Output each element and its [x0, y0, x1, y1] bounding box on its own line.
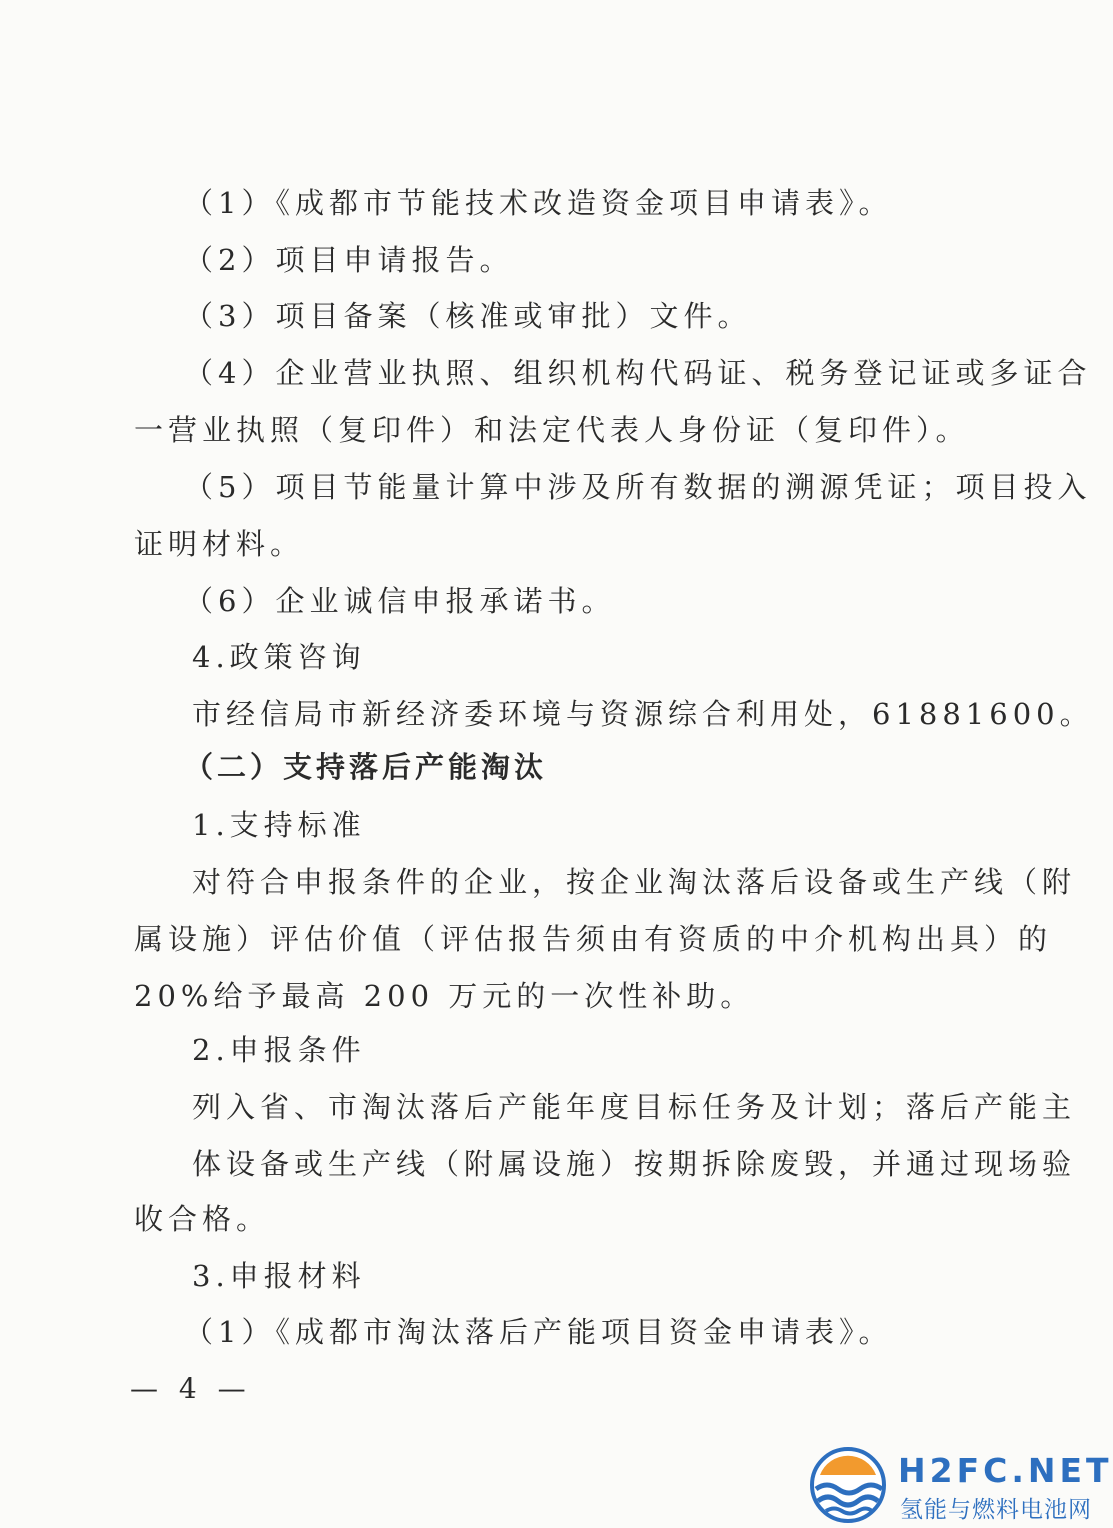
page-number: — 4 —	[130, 1372, 252, 1405]
section-heading: 3.申报材料	[192, 1259, 366, 1293]
paragraph-line: 属设施）评估价值（评估报告须由有资质的中介机构出具）的	[134, 922, 1053, 956]
paragraph-line: 收合格。	[134, 1202, 271, 1236]
paragraph-line: （1）《成都市淘汰落后产能项目资金申请表》。	[184, 1315, 893, 1349]
h2fc-logo-icon	[806, 1445, 890, 1525]
site-watermark	[806, 1445, 1113, 1525]
paragraph-line: 对符合申报条件的企业，按企业淘汰落后设备或生产线（附	[192, 865, 1077, 899]
paragraph-line: （6）企业诚信申报承诺书。	[184, 584, 616, 618]
section-heading: 2.申报条件	[192, 1033, 366, 1067]
paragraph-line: （1）《成都市节能技术改造资金项目申请表》。	[184, 186, 893, 220]
paragraph-line: 一营业执照（复印件）和法定代表人身份证（复印件）。	[134, 413, 970, 447]
watermark-subtitle: 氢能与燃料电池网	[900, 1497, 1092, 1523]
paragraph-line: 市经信局市新经济委环境与资源综合利用处，61881600。	[192, 697, 1094, 731]
watermark-title: H2FC.NET	[898, 1451, 1113, 1490]
paragraph-line: （3）项目备案（核准或审批）文件。	[184, 299, 752, 333]
paragraph-line: （5）项目节能量计算中涉及所有数据的溯源凭证；项目投入	[184, 470, 1092, 504]
paragraph-line: （2）项目申请报告。	[184, 243, 514, 277]
chapter-heading: （二）支持落后产能淘汰	[184, 750, 548, 784]
paragraph-line: 证明材料。	[134, 527, 305, 561]
section-heading: 1.支持标准	[192, 808, 366, 842]
section-heading: 4.政策咨询	[192, 640, 366, 674]
paragraph-line: 体设备或生产线（附属设施）按期拆除废毁，并通过现场验	[192, 1147, 1077, 1181]
paragraph-line: 20%给予最高 200 万元的一次性补助。	[134, 979, 755, 1013]
paragraph-line: （4）企业营业执照、组织机构代码证、税务登记证或多证合	[184, 356, 1092, 390]
paragraph-line: 列入省、市淘汰落后产能年度目标任务及计划；落后产能主	[192, 1090, 1077, 1124]
